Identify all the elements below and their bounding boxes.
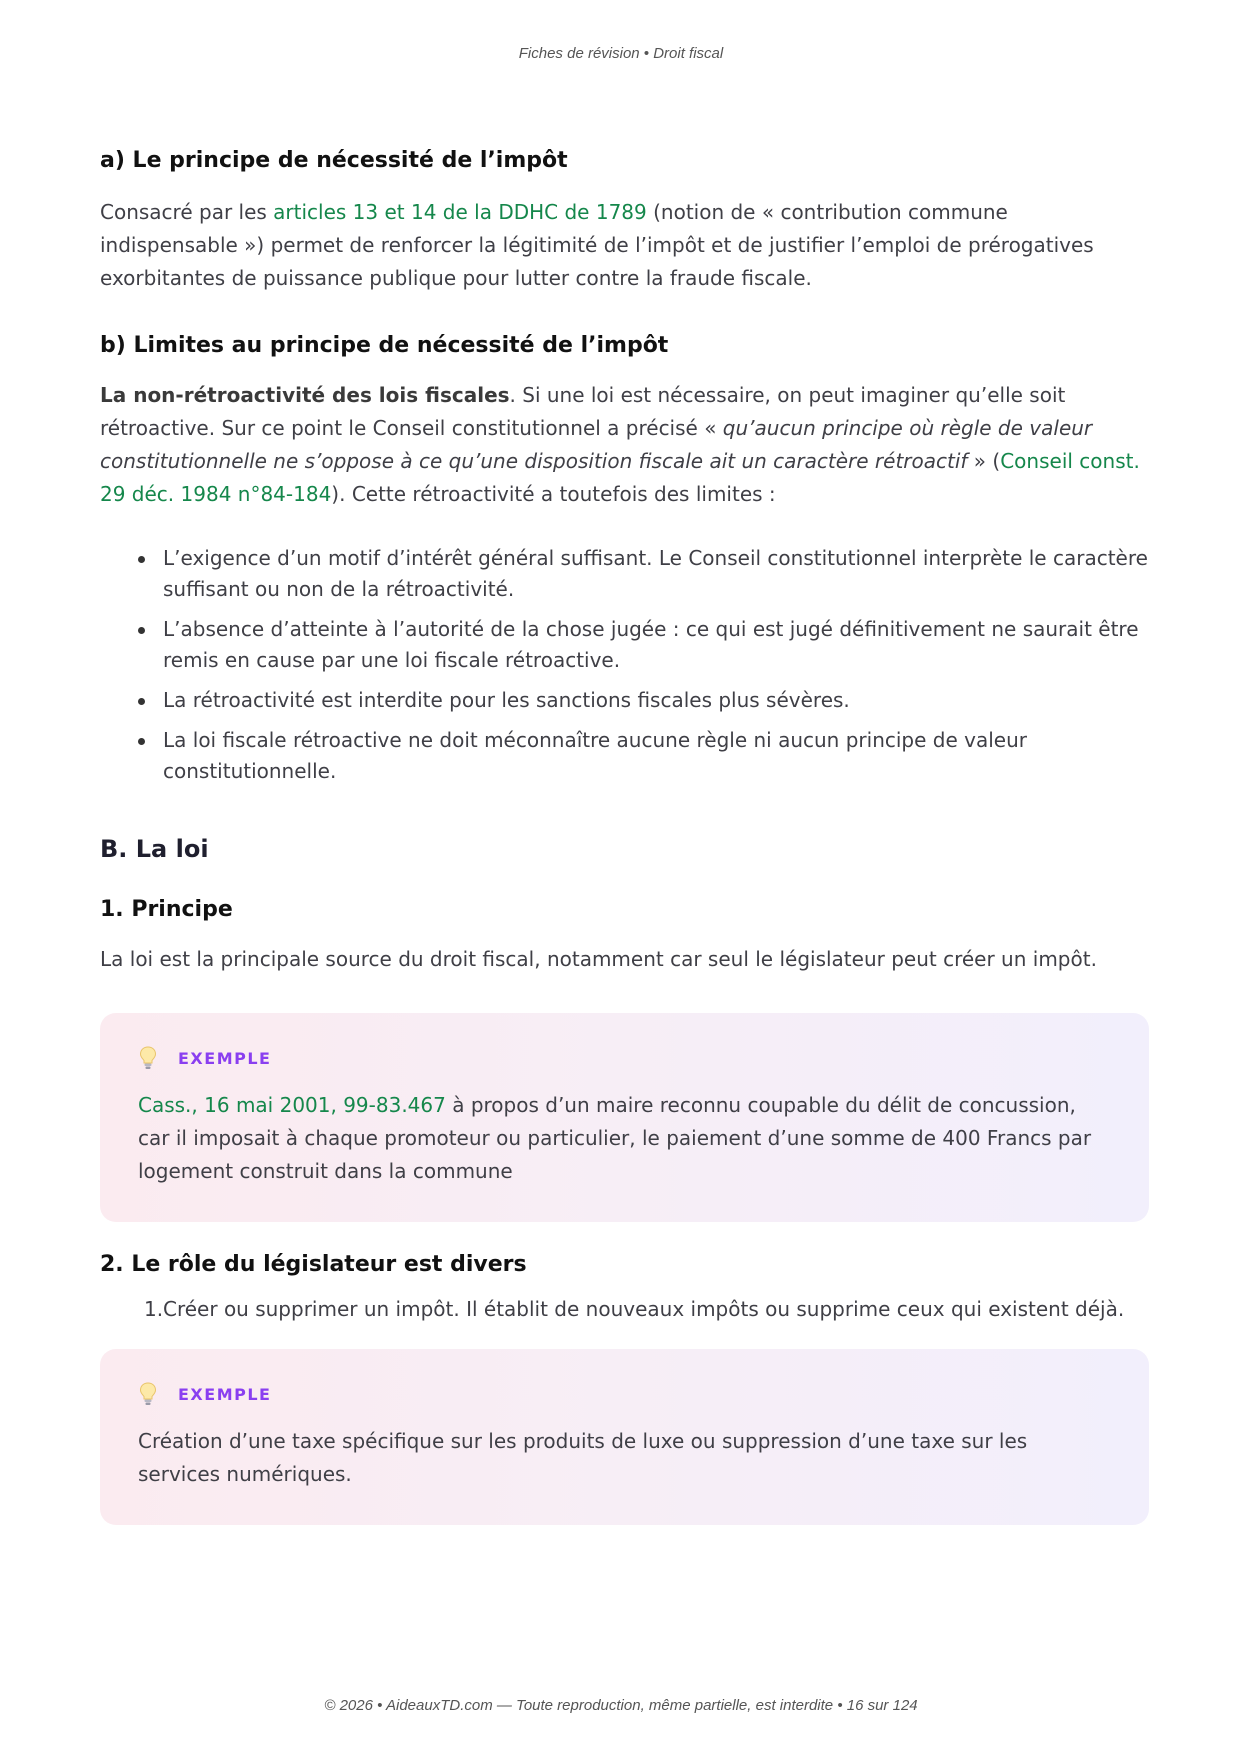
list-item-number: 1. (144, 1297, 164, 1321)
list-item: La rétroactivité est interdite pour les sanctions fiscales plus sévères. (163, 685, 1150, 716)
section-1-title: 1. Principe (100, 897, 233, 922)
section-a-title: a) Le principe de nécessité de l’impôt (100, 148, 568, 173)
list-item (144, 1294, 1150, 1325)
example-2-text: Création d’une taxe spécifique sur les produits de luxe ou suppression d’une taxe sur les services numériques. (138, 1429, 1028, 1486)
page-content (100, 146, 1150, 1525)
cassation-link[interactable]: Cass., 16 mai 2001, 99-83.467 (138, 1093, 446, 1117)
example-1-text (138, 1089, 1113, 1188)
section-b-title: b) Limites au principe de nécessité de l’impôt (100, 333, 669, 358)
lightbulb-icon (138, 1045, 158, 1071)
section-B-title: B. La loi (100, 835, 209, 863)
ddhc-link[interactable]: articles 13 et 14 de la DDHC de 1789 (273, 200, 647, 224)
section-1-paragraph: La loi est la principale source du droit fiscal, notamment car seul le législateur peut créer un impôt. (100, 947, 1097, 971)
section-b-text-3: ). Cette rétroactivité a toutefois des limites : (331, 482, 776, 506)
limits-list (100, 543, 1150, 787)
callout-header (138, 1381, 1113, 1407)
list-item: L’absence d’atteinte à l’autorité de la chose jugée : ce qui est jugé définitivement ne saurait être remis en cause par une loi fiscale rétroactive. (163, 614, 1150, 676)
conseil-const-link[interactable]: Conseil const. 29 déc. 1984 n°84-184 (100, 449, 1140, 506)
section-b-paragraph (100, 379, 1150, 511)
callout-label: EXEMPLE (178, 1384, 272, 1404)
page-header: Fiches de révision • Droit fiscal (518, 45, 724, 62)
section-2-title: 2. Le rôle du législateur est divers (100, 1252, 527, 1277)
section-b-text-1: . Si une loi est nécessaire, on peut imaginer qu’elle soit rétroactive. Sur ce point le Conseil constitutionnel a précisé « (100, 383, 1066, 440)
roles-list (100, 1294, 1150, 1325)
section-a-text-pre: Consacré par les (100, 200, 274, 224)
section-b-text-2: » ( (967, 449, 1001, 473)
section-b-strong: La non-rétroactivité des lois fiscales (100, 383, 510, 407)
list-item-text: Créer ou supprimer un impôt. Il établit de nouveaux impôts ou supprime ceux qui existent déjà. (163, 1297, 1125, 1321)
example-callout-1 (100, 1013, 1149, 1222)
section-a-text-post: (notion de « contribution commune indispensable ») permet de renforcer la légitimité de l’impôt et de justifier l’emploi de prérogatives exorbitantes de puissance publique pour lutter contre la fraude fiscale. (100, 200, 1094, 290)
section-b-quote: qu’aucun principe où règle de valeur constitutionnelle ne s’oppose à ce qu’une disposition fiscale ait un caractère rétroactif (100, 416, 1093, 473)
page-footer: © 2026 • AideauxTD.com — Toute reproduction, même partielle, est interdite • 16 sur 124 (324, 1697, 918, 1714)
callout-label: EXEMPLE (178, 1048, 272, 1068)
section-a-paragraph (100, 196, 1150, 295)
lightbulb-icon (138, 1381, 158, 1407)
example-callout-2 (100, 1349, 1149, 1525)
callout-header (138, 1045, 1113, 1071)
list-item: L’exigence d’un motif d’intérêt général suffisant. Le Conseil constitutionnel interprète le caractère suffisant ou non de la rétroactivité. (163, 543, 1150, 605)
list-item: La loi fiscale rétroactive ne doit méconnaître aucune règle ni aucun principe de valeur constitutionnelle. (163, 725, 1150, 787)
example-1-body: à propos d’un maire reconnu coupable du délit de concussion, car il imposait à chaque promoteur ou particulier, le paiement d’une somme de 400 Francs par logement construit dans la commune (138, 1093, 1092, 1183)
